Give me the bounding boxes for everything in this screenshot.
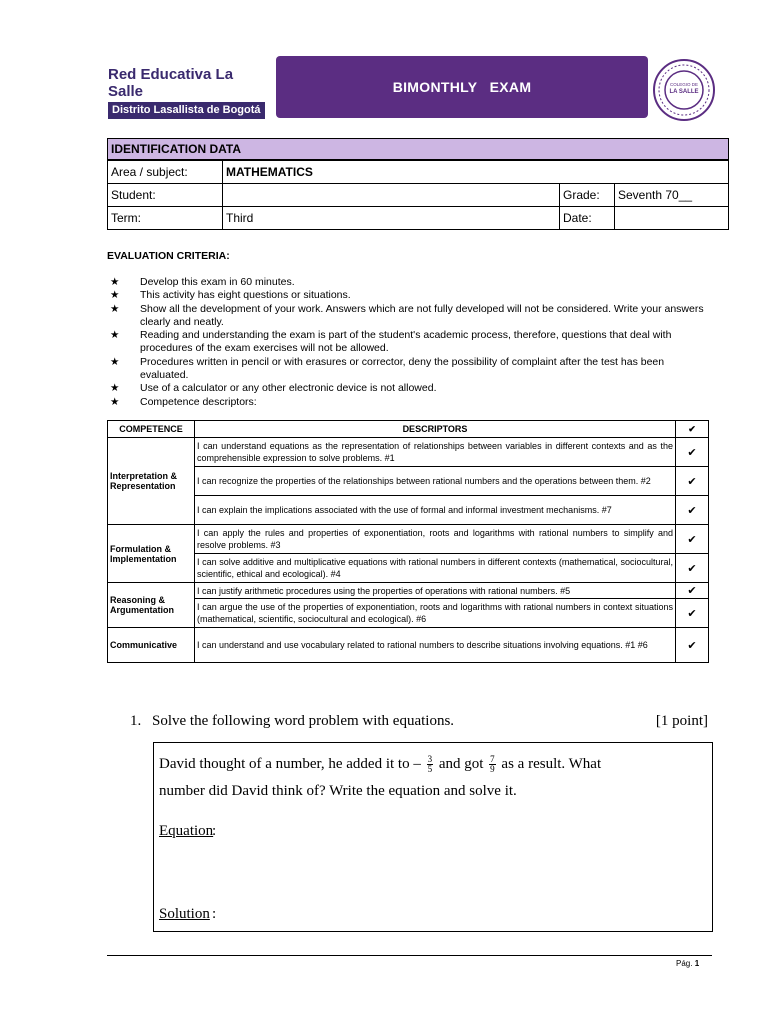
competence-table bbox=[107, 420, 709, 663]
star-icon: ★ bbox=[110, 329, 120, 342]
competence-name: Reasoning & Argumentation bbox=[108, 583, 195, 628]
grade-label: Grade: bbox=[560, 184, 615, 207]
student-label: Student: bbox=[108, 184, 223, 207]
star-icon: ★ bbox=[110, 395, 120, 408]
date-label: Date: bbox=[560, 207, 615, 230]
star-icon: ★ bbox=[110, 355, 120, 368]
check-icon: ✔ bbox=[676, 438, 709, 467]
list-item: ★ Use of a calculator or any other electronic device is not allowed. bbox=[110, 382, 437, 395]
footer-divider bbox=[107, 955, 712, 956]
star-icon: ★ bbox=[110, 276, 120, 288]
competence-name: Communicative bbox=[108, 628, 195, 663]
descriptor-cell: I can argue the use of the properties of exponentiation, roots and logarithms with rational numbers in context situations (mathematical, scientific, sociocultural and ecological). #6 bbox=[195, 599, 676, 628]
check-icon: ✔ bbox=[676, 554, 709, 583]
column-header-check: ✔ bbox=[676, 421, 709, 438]
criteria-list bbox=[107, 276, 713, 409]
descriptor-cell: I can explain the implications associated with the use of formal and informal investment mechanisms. #7 bbox=[195, 496, 676, 525]
list-item: ★ Reading and understanding the exam is part of the student's academic process, therefore, questions that deal with procedures of the exam exercises will not be allowed. bbox=[110, 329, 672, 355]
identification-table bbox=[107, 138, 729, 230]
grade-value: Seventh 70__ bbox=[615, 184, 729, 207]
logo-line1: Red Educativa La Salle bbox=[108, 66, 234, 100]
identification-title: IDENTIFICATION DATA bbox=[108, 139, 729, 161]
equation-label: Equation bbox=[159, 823, 214, 839]
seal-text-top: COLEGIO DE bbox=[669, 82, 699, 87]
competence-name: Formulation & Implementation bbox=[108, 525, 195, 583]
school-seal-icon bbox=[652, 58, 716, 122]
date-field[interactable] bbox=[615, 207, 729, 230]
check-icon: ✔ bbox=[676, 583, 709, 599]
list-item: ★ Competence descriptors: bbox=[110, 395, 257, 408]
seal-text-main: LA SALLE bbox=[669, 89, 699, 95]
logo-line2: Distrito Lasallista de Bogotá bbox=[108, 102, 265, 119]
area-label: Area / subject: bbox=[108, 160, 223, 184]
problem-statement-line1: David thought of a number, he added it to – $\frac{3}{5}$ and got $\frac{7}{9}$ as a result. What bbox=[159, 754, 602, 774]
list-item: ★ Show all the development of your work. Answers which are not fully developed will not be considered. Write your answers clearly and neatly. bbox=[110, 302, 704, 328]
check-icon: ✔ bbox=[676, 496, 709, 525]
column-header-descriptors: DESCRIPTORS bbox=[195, 421, 676, 438]
list-item: ★ This activity has eight questions or situations. bbox=[110, 289, 351, 302]
check-icon: ✔ bbox=[676, 467, 709, 496]
descriptor-cell: I can justify arithmetic procedures using the properties of operations with rational numbers. #5 bbox=[195, 583, 676, 599]
descriptor-cell: I can understand equations as the representation of relationships between variables in different contexts and as the comprehensible expression to solve problems. #1 bbox=[195, 438, 676, 467]
competence-name: Interpretation & Representation bbox=[108, 438, 195, 525]
student-field[interactable] bbox=[223, 184, 560, 207]
exam-title-banner: BIMONTHLY EXAM bbox=[276, 56, 648, 118]
term-value: Third bbox=[223, 207, 560, 230]
fraction: $\frac{3}{5}$ bbox=[427, 754, 433, 774]
question-1-answer-box[interactable]: David thought of a number, he added it to – $\frac{3}{5}$ and got $\frac{7}{9}$ as a result. What number did David think of? Write the equation and solve it. Equation : Solution : bbox=[153, 742, 713, 932]
school-logo bbox=[108, 66, 268, 119]
question-text: Solve the following word problem with equations. bbox=[152, 713, 455, 729]
descriptor-cell: I can apply the rules and properties of exponentiation, roots and logarithms with rational numbers to simplify and resolve problems. #3 bbox=[195, 525, 676, 554]
solution-label: Solution bbox=[159, 906, 210, 922]
check-icon: ✔ bbox=[676, 628, 709, 663]
star-icon: ★ bbox=[110, 289, 120, 302]
column-header-competence: COMPETENCE bbox=[108, 421, 195, 438]
evaluation-criteria-title: EVALUATION CRITERIA: bbox=[107, 250, 230, 262]
list-item: ★ Procedures written in pencil or with erasures or corrector, deny the possibility of complaint after the test has been evaluated. bbox=[110, 355, 665, 382]
area-value: MATHEMATICS bbox=[223, 160, 729, 184]
descriptor-cell: I can recognize the properties of the relationships between rational numbers and the operations between them. #2 bbox=[195, 467, 676, 496]
page-number: Pág. 1 bbox=[676, 959, 700, 968]
check-icon: ✔ bbox=[676, 525, 709, 554]
term-label: Term: bbox=[108, 207, 223, 230]
list-item: ★ Develop this exam in 60 minutes. bbox=[110, 276, 295, 288]
descriptor-cell: I can understand and use vocabulary related to rational numbers to describe situations involving equations. #1 #6 bbox=[195, 628, 676, 663]
descriptor-cell: I can solve additive and multiplicative equations with rational numbers in different contexts (mathematical, sociocultural, scientific, ethical and ecological). #4 bbox=[195, 554, 676, 583]
star-icon: ★ bbox=[110, 382, 120, 395]
check-icon: ✔ bbox=[676, 599, 709, 628]
problem-statement-line2: number did David think of? Write the equation and solve it. bbox=[159, 783, 517, 799]
question-points: [1 point] bbox=[655, 713, 708, 729]
star-icon: ★ bbox=[110, 302, 120, 315]
question-number: 1. bbox=[130, 713, 142, 729]
fraction: $\frac{7}{9}$ bbox=[490, 754, 495, 774]
